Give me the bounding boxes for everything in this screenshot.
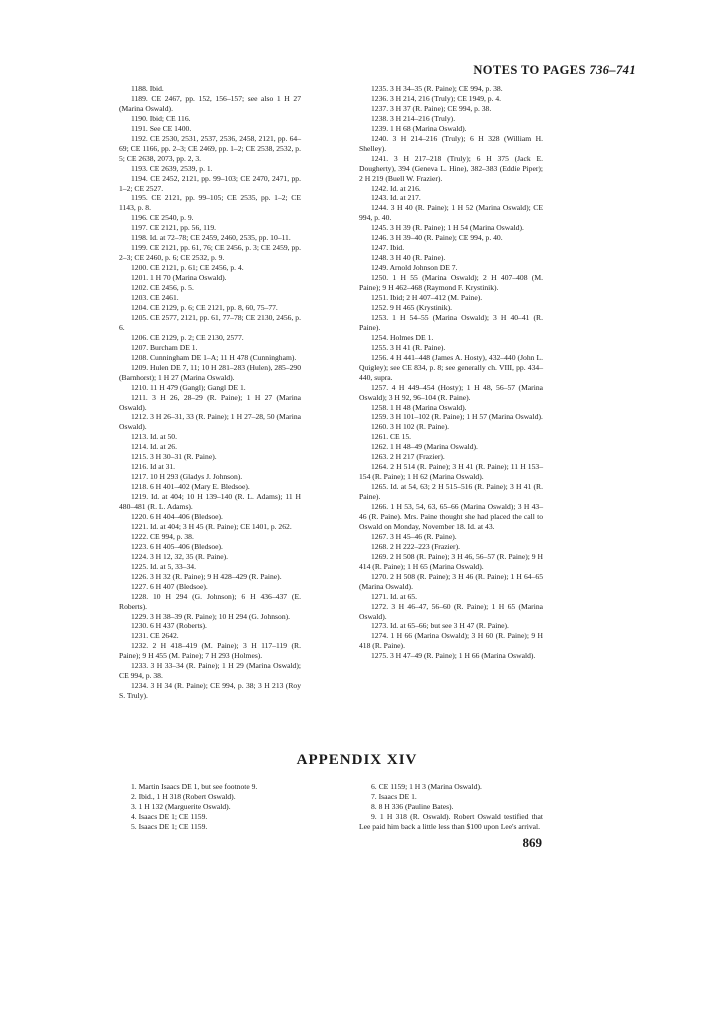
footnote: 1215. 3 H 30–31 (R. Paine). <box>131 452 217 462</box>
footnote: 1258. 1 H 48 (Marina Oswald). <box>371 402 467 412</box>
notes-column-right <box>359 84 543 661</box>
footnote: 1237. 3 H 37 (R. Paine); CE 994, p. 38. <box>371 103 492 113</box>
footnote: 1233. 3 H 33–34 (R. Paine); 1 H 29 (Marina Oswald); CE 994, p. 38. <box>119 661 301 681</box>
footnote: 1249. Arnold Johnson DE 7. <box>371 263 458 273</box>
footnote: 1268. 2 H 222–223 (Frazier). <box>371 541 460 551</box>
footnote: 1248. 3 H 40 (R. Paine). <box>371 253 446 263</box>
footnote: 1220. 6 H 404–406 (Bledsoe). <box>131 511 223 521</box>
footnote: 1259. 3 H 101–102 (R. Paine); 1 H 57 (Marina Oswald). <box>371 412 543 422</box>
footnote: 1226. 3 H 32 (R. Paine); 9 H 428–429 (R. Paine). <box>131 571 282 581</box>
footnote: 1251. Ibid; 2 H 407–412 (M. Paine). <box>371 293 483 303</box>
footnote: 1275. 3 H 47–49 (R. Paine); 1 H 66 (Marina Oswald). <box>371 651 536 661</box>
footnote: 1212. 3 H 26–31, 33 (R. Paine); 1 H 27–28, 50 (Marina Oswald). <box>119 412 301 432</box>
footnote: 1210. 11 H 479 (Gangl); Gangl DE 1. <box>131 382 246 392</box>
footnote: 1239. 1 H 68 (Marina Oswald). <box>371 123 467 133</box>
footnote: 1253. 1 H 54–55 (Marina Oswald); 3 H 40–41 (R. Paine). <box>359 312 543 332</box>
footnote: 1260. 3 H 102 (R. Paine). <box>371 422 450 432</box>
footnote: 1255. 3 H 41 (R. Paine). <box>371 342 446 352</box>
footnote: 1227. 6 H 407 (Bledsoe). <box>131 581 208 591</box>
footnote: 9. 1 H 318 (R. Oswald). Robert Oswald testified that Lee paid him back a little less than $100 upon Lee's arrival. <box>359 811 543 831</box>
footnote: 1197. CE 2121, pp. 56, 119. <box>131 223 217 233</box>
page-number: 869 <box>522 835 542 850</box>
footnote: 1222. CE 994, p. 38. <box>131 531 194 541</box>
appendix-title: APPENDIX XIV <box>296 752 418 768</box>
footnote: 1204. CE 2129, p. 6; CE 2121, pp. 8, 60, 75–77. <box>131 302 278 312</box>
footnote: 1228. 10 H 294 (G. Johnson); 6 H 436–437 (E. Roberts). <box>119 591 301 611</box>
footnote: 1209. Hulen DE 7, 11; 10 H 281–283 (Hulen), 285–290 (Barnhorst); 1 H 27 (Marina Oswald). <box>119 362 301 382</box>
footnote: 1225. Id. at 5, 33–34. <box>131 561 196 571</box>
running-head <box>473 63 636 78</box>
footnote: 1269. 2 H 508 (R. Paine); 3 H 46, 56–57 (R. Paine); 9 H 414 (R. Paine); 1 H 65 (Marina Oswald). <box>359 551 543 571</box>
footnote: 1196. CE 2540, p. 9. <box>131 213 194 223</box>
footnote: 1257. 4 H 449–454 (Hosty); 1 H 48, 56–57 (Marina Oswald); 3 H 92, 96–104 (R. Paine). <box>359 382 543 402</box>
footnote: 1219. Id. at 404; 10 H 139–140 (R. L. Adams); 11 H 480–481 (R. L. Adams). <box>119 492 301 512</box>
notes-column-left <box>119 84 301 701</box>
footnote: 1206. CE 2129, p. 2; CE 2130, 2577. <box>131 332 244 342</box>
footnote: 1231. CE 2642. <box>131 631 179 641</box>
footnote: 1262. 1 H 48–49 (Marina Oswald). <box>371 442 478 452</box>
footnote: 1236. 3 H 214, 216 (Truly); CE 1949, p. 4. <box>371 93 502 103</box>
running-head-pages: 736–741 <box>589 63 636 77</box>
appendix-notes-left <box>119 782 301 832</box>
footnote: 1193. CE 2639, 2539, p. 1. <box>131 163 213 173</box>
footnote: 1235. 3 H 34–35 (R. Paine); CE 994, p. 38. <box>371 84 503 93</box>
footnote: 1216. Id at 31. <box>131 462 176 472</box>
footnote: 1238. 3 H 214–216 (Truly). <box>371 113 456 123</box>
footnote: 1270. 2 H 508 (R. Paine); 3 H 46 (R. Paine); 1 H 64–65 (Marina Oswald). <box>359 571 543 591</box>
footnote: 1265. Id. at 54, 63; 2 H 515–516 (R. Paine); 3 H 41 (R. Paine). <box>359 482 543 502</box>
footnote: 1202. CE 2456, p. 5. <box>131 283 194 293</box>
footnote: 1264. 2 H 514 (R. Paine); 3 H 41 (R. Paine); 11 H 153–154 (R. Paine); 1 H 62 (Marina Oswald). <box>359 462 543 482</box>
footnote: 1205. CE 2577, 2121, pp. 61, 77–78; CE 2130, 2456, p. 6. <box>119 312 301 332</box>
footnote: 1263. 2 H 217 (Frazier). <box>371 452 445 462</box>
footnote: 1244. 3 H 40 (R. Paine); 1 H 52 (Marina Oswald); CE 994, p. 40. <box>359 203 543 223</box>
footnote: 1261. CE 15. <box>371 432 412 442</box>
footnote: 1201. 1 H 70 (Marina Oswald). <box>131 273 227 283</box>
footnote: 1250. 1 H 55 (Marina Oswald); 2 H 407–408 (M. Paine); 9 H 462–468 (Raymond F. Krystinik). <box>359 273 543 293</box>
footnote: 1195. CE 2121, pp. 99–105; CE 2535, pp. 1–2; CE 1143, p. 8. <box>119 193 301 213</box>
footnote: 1189. CE 2467, pp. 152, 156–157; see also 1 H 27 (Marina Oswald). <box>119 93 301 113</box>
footnote: 1229. 3 H 38–39 (R. Paine); 10 H 294 (G. Johnson). <box>131 611 291 621</box>
footnote: 1223. 6 H 405–406 (Bledsoe). <box>131 541 223 551</box>
footnote: 1266. 1 H 53, 54, 63, 65–66 (Marina Oswald); 3 H 43–46 (R. Paine). Mrs. Paine thought she had placed the call to Oswald on Monday, November 18. Id. at 43. <box>359 502 543 531</box>
footnote: 1273. Id. at 65–66; but see 3 H 47 (R. Paine). <box>371 621 509 631</box>
footnote: 2. Ibid., 1 H 318 (Robert Oswald). <box>131 791 236 801</box>
footnote: 1188. Ibid. <box>131 84 164 93</box>
footnote: 1234. 3 H 34 (R. Paine); CE 994, p. 38; 3 H 213 (Roy S. Truly). <box>119 681 301 701</box>
footnote: 1221. Id. at 404; 3 H 45 (R. Paine); CE 1401, p. 262. <box>131 521 292 531</box>
footnote: 7. Isaacs DE 1. <box>371 791 417 801</box>
footnote: 1247. Ibid. <box>371 243 405 253</box>
footnote: 1252. 9 H 465 (Krystinik). <box>371 302 452 312</box>
footnote: 1203. CE 2461. <box>131 293 179 303</box>
footnote: 1217. 10 H 293 (Gladys J. Johnson). <box>131 472 243 482</box>
appendix-notes-right <box>359 782 543 832</box>
footnote: 6. CE 1159; 1 H 3 (Marina Oswald). <box>371 782 482 791</box>
footnote: 1199. CE 2121, pp. 61, 76; CE 2456, p. 3; CE 2459, pp. 2–3; CE 2460, p. 6; CE 2532, p. 9. <box>119 243 301 263</box>
footnote: 1207. Burcham DE 1. <box>131 342 198 352</box>
footnote: 1254. Holmes DE 1. <box>371 332 434 342</box>
footnote: 5. Isaacs DE 1; CE 1159. <box>131 821 208 831</box>
footnote: 4. Isaacs DE 1; CE 1159. <box>131 811 208 821</box>
footnote: 1208. Cunningham DE 1–A; 11 H 478 (Cunningham). <box>131 352 297 362</box>
footnote: 3. 1 H 132 (Marguerite Oswald). <box>131 801 231 811</box>
footnote: 1246. 3 H 39–40 (R. Paine); CE 994, p. 40. <box>371 233 503 243</box>
footnote: 1211. 3 H 26, 28–29 (R. Paine); 1 H 27 (Marina Oswald). <box>119 392 301 412</box>
footnote: 8. 8 H 336 (Pauline Bates). <box>371 801 454 811</box>
footnote: 1192. CE 2530, 2531, 2537, 2536, 2458, 2121, pp. 64–69; CE 1166, pp. 2–3; CE 2469, pp. 1–2; CE 2538, 2532, p. 5; CE 2638, 2073, pp. 2, 3. <box>119 133 301 163</box>
footnote: 1272. 3 H 46–47, 56–60 (R. Paine); 1 H 65 (Marina Oswald). <box>359 601 543 621</box>
footnote: 1274. 1 H 66 (Marina Oswald); 3 H 60 (R. Paine); 9 H 418 (R. Paine). <box>359 631 543 651</box>
footnote: 1232. 2 H 418–419 (M. Paine); 3 H 117–119 (R. Paine); 9 H 455 (M. Paine); 7 H 293 (Holmes). <box>119 641 301 661</box>
running-head-title: NOTES TO PAGES <box>473 63 586 77</box>
footnote: 1224. 3 H 12, 32, 35 (R. Paine). <box>131 551 229 561</box>
footnote: 1271. Id. at 65. <box>371 591 417 601</box>
footnote: 1241. 3 H 217–218 (Truly); 6 H 375 (Jack E. Dougherty), 394 (Geneva L. Hine), 382–383 (Eddie Piper); 2 H 219 (Buell W. Frazier). <box>359 153 543 183</box>
footnote: 1190. Ibid; CE 116. <box>131 113 191 123</box>
footnote: 1242. Id. at 216. <box>371 183 421 193</box>
footnote: 1230. 6 H 437 (Roberts). <box>131 621 207 631</box>
footnote: 1218. 6 H 401–402 (Mary E. Bledsoe). <box>131 482 250 492</box>
footnote: 1194. CE 2452, 2121, pp. 99–103; CE 2470, 2471, pp. 1–2; CE 2527. <box>119 173 301 193</box>
footnote: 1. Martin Isaacs DE 1, but see footnote 9. <box>131 782 258 791</box>
footnote: 1191. See CE 1400. <box>131 123 192 133</box>
footnote: 1240. 3 H 214–216 (Truly); 6 H 328 (William H. Shelley). <box>359 133 543 153</box>
footnote: 1256. 4 H 441–448 (James A. Hosty), 432–440 (John L. Quigley); see CE 834, p. 8; see generally ch. VIII, pp. 434–440, supra. <box>359 352 543 382</box>
footnote: 1198. Id. at 72–78; CE 2459, 2460, 2535, pp. 10–11. <box>131 233 291 243</box>
footnote: 1200. CE 2121, p. 61; CE 2456, p. 4. <box>131 263 244 273</box>
footnote: 1213. Id. at 50. <box>131 432 177 442</box>
footnote: 1267. 3 H 45–46 (R. Paine). <box>371 531 457 541</box>
footnote: 1245. 3 H 39 (R. Paine); 1 H 54 (Marina Oswald). <box>371 223 524 233</box>
footnote: 1214. Id. at 26. <box>131 442 177 452</box>
footnote: 1243. Id. at 217. <box>371 193 421 203</box>
